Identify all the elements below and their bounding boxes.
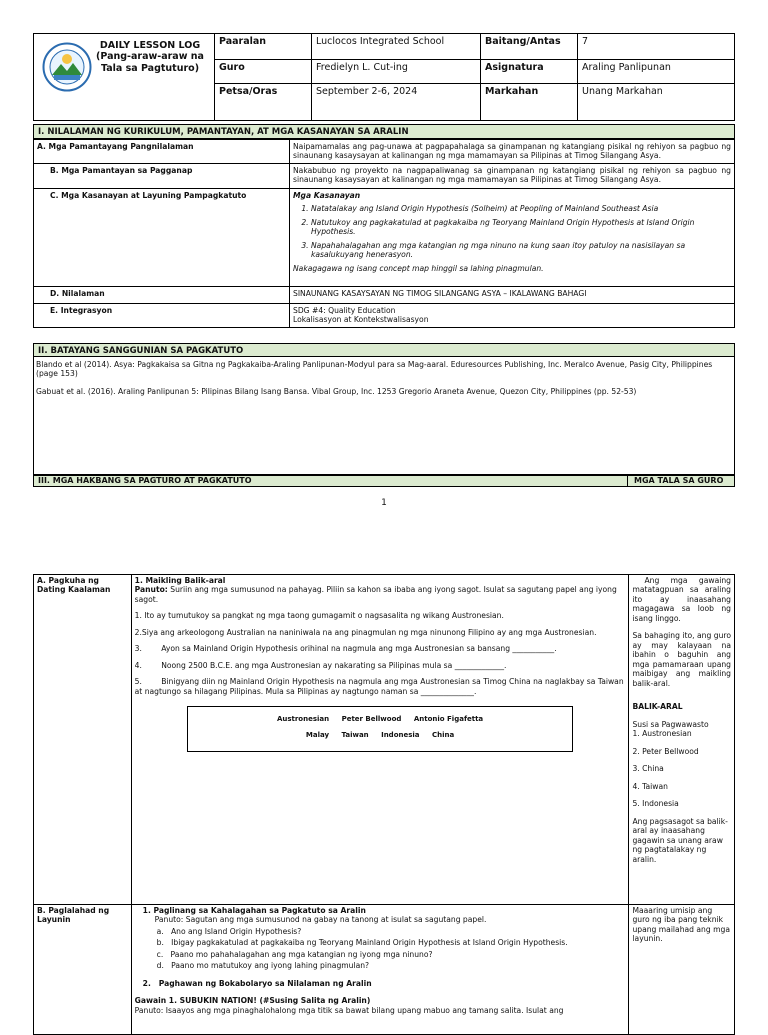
label-kasanayan: C. Mga Kasanayan at Layuning Pampagkatuto xyxy=(34,189,290,287)
label-paglalahad-layunin: B. Paglalahad ng Layunin xyxy=(34,905,132,1035)
layunin-cell xyxy=(131,905,629,1035)
susi-item: 4. Taiwan xyxy=(632,781,668,791)
section-1-title: I. NILALAMAN NG KURIKULUM, PAMANTAYAN, AT MGA KASANAYAN SA ARALIN xyxy=(33,124,735,139)
notes-cell-b: Maaaring umisip ang guro ng iba pang teknik upang mailahad ang mga layunin. xyxy=(629,905,735,1035)
susi-item: 2. Peter Bellwood xyxy=(632,746,699,756)
reference-1: Blando et al (2014). Asya: Pagkakaisa sa Gitna ng Pagkakaiba-Araling Panlipunan-Modyul para sa Mag-aaral. Eduresources Publishing, Inc. Meralco Avenue, Pasig City, Philippines (page 153) xyxy=(36,360,713,379)
value-baitang: 7 xyxy=(578,34,735,60)
kasanayan-item: 1. Natatalakay ang Island Origin Hypothesis (Solheim) at Peopling of Mainland Southeast Asia xyxy=(311,204,731,213)
label-markahan: Markahan xyxy=(481,84,578,121)
word-choice: Antonio Figafetta xyxy=(413,715,484,724)
layunin-questions xyxy=(147,927,626,971)
balik-aral-cell xyxy=(131,575,629,905)
text-pamantayan-pagganap: Nakabubuo ng proyekto na nagpapaliwanag sa ginampanan ng katangiang pisikal ng rehiyon sa pagbuo ng sinaunang kasaysayan at kalinangan ng mga mamamayan sa Pilipinas at Timog Silangang Asya. xyxy=(290,164,735,189)
word-choice: China xyxy=(431,730,455,739)
value-petsa: September 2-6, 2024 xyxy=(312,84,481,121)
teacher-note: Sa bahaging ito, ang guro ay may kalayaan na ibahin o baguhin ang mga pamamaraan upang maibigay ang maikling balik-aral. xyxy=(632,631,731,688)
dll-title xyxy=(96,40,204,74)
dll-subtitle: (Pang-araw-araw na Tala sa Pagtuturo) xyxy=(96,51,204,74)
label-asignatura: Asignatura xyxy=(481,60,578,84)
layunin-question: a. Ano ang Island Origin Hypothesis? xyxy=(156,926,302,936)
word-choice: Indonesia xyxy=(381,730,420,739)
layunin-question: d. Paano mo matutukoy ang iyong lahing pinagmulan? xyxy=(156,961,370,971)
value-paaralan: Luclocos Integrated School xyxy=(312,34,481,60)
header-logo-cell xyxy=(34,34,215,121)
word-choice: Austronesian xyxy=(276,715,330,724)
word-choice-box xyxy=(187,706,573,752)
balik-aral-item: 1. Ito ay tumutukoy sa pangkat ng mga taong gumagamit o nagsasalita ng wikang Austronesian. xyxy=(134,611,504,621)
kasanayan-cell xyxy=(290,189,735,287)
label-dating-kaalaman: A. Pagkuha ng Dating Kaalaman xyxy=(34,575,132,905)
section-3-title: III. MGA HAKBANG SA PAGTURO AT PAGKATUTO xyxy=(38,476,252,485)
text-nilalaman: SINAUNANG KASAYSAYAN NG TIMOG SILANGANG ASYA – IKALAWANG BAHAGI xyxy=(290,287,735,304)
label-pamantayan-pagganap: B. Mga Pamantayan sa Pagganap xyxy=(34,164,290,189)
balik-aral-item: 5. Binigyang diin ng Mainland Origin Hypothesis na nagmula ang mga Austronesian sa Timog China na naglakbay sa Taiwan at nagtungo sa hilagang Pilipinas. Mula sa Pilipinas ay nagtungo naman sa ______________. xyxy=(134,677,627,696)
word-choice: Malay xyxy=(305,730,330,739)
word-row-1 xyxy=(188,712,572,727)
reference-2: Gabuat et al. (2016). Araling Panlipunan 5: Pilipinas Bilang Isang Bansa. Vibal Group, Inc. 1253 Gregorio Araneta Avenue, Quezon City, Philippines (pp. 52-53) xyxy=(36,386,637,396)
notes-cell-a xyxy=(629,575,735,905)
word-choice: Peter Bellwood xyxy=(341,715,402,724)
integrasyon-line-1: SDG #4: Quality Education xyxy=(293,306,396,315)
susi-item: 1. Austronesian xyxy=(632,729,692,739)
label-integrasyon: E. Integrasyon xyxy=(34,304,290,328)
gawain-1-title: Gawain 1. SUBUKIN NATION! (#Susing Salita ng Aralin) xyxy=(134,996,371,1006)
balik-aral-notes-title: BALIK-ARAL xyxy=(632,702,683,712)
label-paaralan: Paaralan xyxy=(215,34,312,60)
balik-aral-item: 2.Siya ang arkeologong Australian na naniniwala na ang pinagmulan ng mga ninunong Filipino ay ang mga Austronesian. xyxy=(134,627,597,637)
page-number: 1 xyxy=(381,498,387,508)
value-guro: Fredielyn L. Cut-ing xyxy=(312,60,481,84)
label-petsa: Petsa/Oras xyxy=(215,84,312,121)
layunin-panuto: Panuto: Sagutan ang mga sumusunod na gabay na tanong at isulat sa sagutang papel. xyxy=(154,915,487,925)
label-baitang: Baitang/Antas xyxy=(481,34,578,60)
susi-item: 3. China xyxy=(632,764,664,774)
susi-title: Susi sa Pagwawasto xyxy=(632,719,709,729)
references-cell xyxy=(33,357,735,475)
bokabolaryo-heading: 2. Paghawan ng Bokabolaryo sa Nilalaman ng Aralin xyxy=(142,978,372,988)
susi-footer: Ang pagsasagot sa balik-aral ay inaasahang gagawin sa unang araw ng pagtatalakay ng aralin. xyxy=(632,816,728,864)
value-markahan: Unang Markahan xyxy=(578,84,735,121)
balik-aral-heading: 1. Maikling Balik-aral xyxy=(134,576,226,585)
value-asignatura: Araling Panlipunan xyxy=(578,60,735,84)
layunin-question: b. Ibigay pagkakatulad at pagkakaiba ng Teoryang Mainland Origin Hypothesis at Island Origin Hypothesis. xyxy=(156,938,568,948)
school-seal-logo xyxy=(42,42,92,92)
notes-column-title: MGA TALA SA GURO xyxy=(627,476,730,486)
label-pamantayang-pangnilalaman: A. Mga Pamantayang Pangnilalaman xyxy=(34,140,290,164)
section-3-title-bar xyxy=(33,475,735,487)
curriculum-table xyxy=(33,139,735,328)
kasanayan-item: 3. Napahahalagahan ang mga katangian ng mga ninuno na kung saan itoy patuloy na nasisilayan sa kasalukuyang henerasyon. xyxy=(311,241,731,260)
panuto-label: Panuto: xyxy=(134,585,168,595)
layunin-question: c. Paano mo pahahalagahan ang mga katangian ng iyong mga ninuno? xyxy=(156,949,433,959)
kasanayan-footer: Nakagagawa ng isang concept map hinggil sa lahing pinagmulan. xyxy=(293,263,544,273)
kasanayan-heading: Mga Kasanayan xyxy=(293,191,361,200)
balik-aral-item: 4. Noong 2500 B.C.E. ang mga Austronesian ay nakarating sa Pilipinas mula sa _____________. xyxy=(134,660,507,670)
section-2-title: II. BATAYANG SANGGUNIAN SA PAGKATUTO xyxy=(33,343,735,357)
header-table xyxy=(33,33,735,121)
gawain-1-panuto: Panuto: Isaayos ang mga pinaghalohalong mga titik sa bawat bilang upang mabuo ang tamang salita. Isulat ang xyxy=(134,1005,564,1015)
integrasyon-line-2: Lokalisasyon at Kontekstwalisasyon xyxy=(293,315,429,325)
susi-item: 5. Indonesia xyxy=(632,799,679,809)
text-pamantayang-pangnilalaman: Naipamamalas ang pag-unawa at pagpapahalaga sa ginampanan ng katangiang pisikal ng rehiyon sa pagbuo ng sinaunang kasaysayan at kalinangan ng mga mamamayan sa Pilipinas at Timog Silangang Asya. xyxy=(290,140,735,164)
dll-title-text: DAILY LESSON LOG xyxy=(99,40,201,51)
balik-aral-panuto: Suriin ang mga sumusunod na pahayag. Piliin sa kahon sa ibaba ang iyong sagot. Isulat sa sagutang papel ang iyong sagot. xyxy=(134,585,617,604)
label-guro: Guro xyxy=(215,60,312,84)
word-row-2 xyxy=(188,728,572,743)
kasanayan-list xyxy=(311,204,731,259)
word-choice: Taiwan xyxy=(341,730,369,739)
teacher-note: Ang mga gawaing matatagpuan sa araling ito ay inaasahang magagawa sa loob ng isang linggo. xyxy=(632,576,731,623)
integrasyon-cell xyxy=(290,304,735,328)
label-nilalaman: D. Nilalaman xyxy=(34,287,290,304)
layunin-heading: 1. Paglinang sa Kahalagahan sa Pagkatuto sa Aralin xyxy=(142,906,366,915)
kasanayan-item: 2. Natutukoy ang pagkakatulad at pagkakaiba ng Teoryang Mainland Origin Hypothesis at Island Origin Hypothesis. xyxy=(311,218,731,237)
balik-aral-item: 3. Ayon sa Mainland Origin Hypothesis orihinal na nagmula ang mga Austronesian sa bansang ___________. xyxy=(134,644,557,654)
procedure-table xyxy=(33,574,735,1035)
